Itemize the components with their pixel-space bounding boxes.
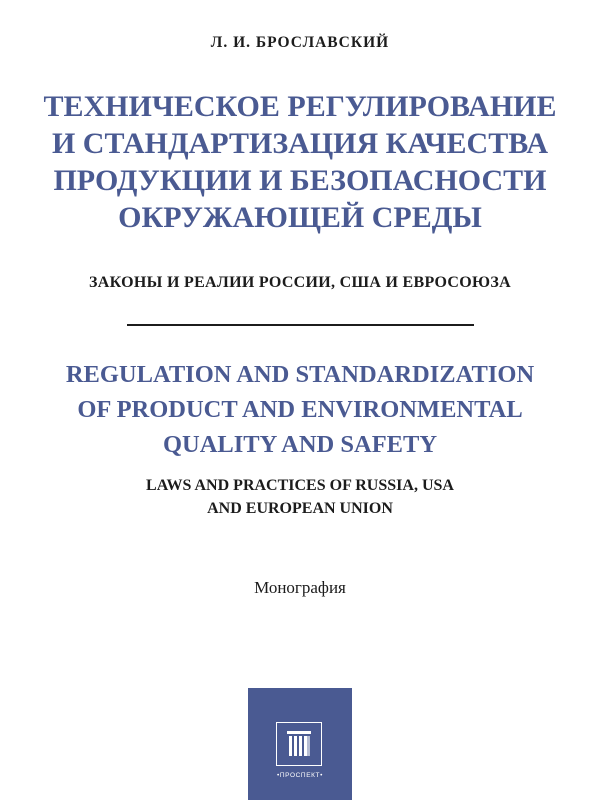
- title-en-line: REGULATION AND STANDARDIZATION: [65, 361, 535, 388]
- title-russian: [30, 88, 570, 236]
- title-en-line: QUALITY AND SAFETY: [162, 431, 438, 458]
- author-name: Л. И. БРОСЛАВСКИЙ: [210, 34, 390, 51]
- subtitle-russian: ЗАКОНЫ И РЕАЛИИ РОССИИ, США И ЕВРОСОЮЗА: [89, 274, 511, 291]
- title-en-line: OF PRODUCT AND ENVIRONMENTAL: [77, 396, 523, 423]
- title-english: [30, 357, 570, 462]
- building-columns-icon: [283, 728, 315, 760]
- subtitle-english: [0, 474, 600, 520]
- title-ru-line: ТЕХНИЧЕСКОЕ РЕГУЛИРОВАНИЕ: [43, 90, 557, 123]
- subtitle-en-line: AND EUROPEAN UNION: [207, 500, 393, 517]
- logo-frame: [276, 722, 322, 766]
- publisher-logo-block: [248, 688, 352, 800]
- divider-line: [127, 324, 474, 326]
- title-ru-line: ОКРУЖАЮЩЕЙ СРЕДЫ: [118, 201, 482, 234]
- genre-label: Монография: [254, 578, 346, 597]
- title-ru-line: И СТАНДАРТИЗАЦИЯ КАЧЕСТВА: [51, 127, 549, 160]
- title-ru-line: ПРОДУКЦИИ И БЕЗОПАСНОСТИ: [53, 164, 547, 197]
- publisher-name: •ПРОСПЕКТ•: [277, 772, 323, 779]
- subtitle-en-line: LAWS AND PRACTICES OF RUSSIA, USA: [146, 477, 454, 494]
